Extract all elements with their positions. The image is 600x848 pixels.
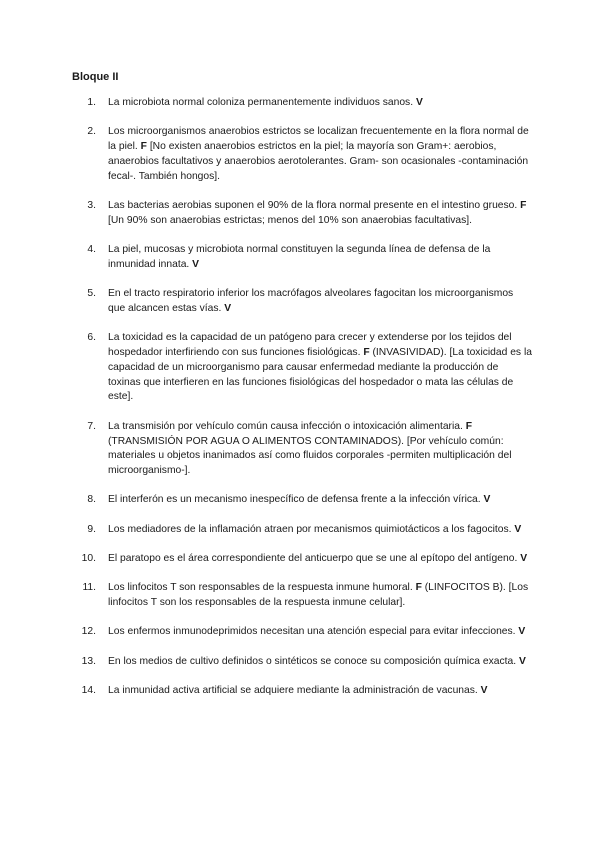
question-number: 5. bbox=[87, 288, 96, 300]
answer-mark: V bbox=[480, 685, 488, 697]
answer-note: [No existen anaerobios estrictos en la piel; la mayoría son Gram+: aerobios, anaerobios facultativos y anaerobios aerotolerantes. Gram- son ocasionales -contaminación fecal-. También hongos]. bbox=[108, 141, 529, 182]
question-body bbox=[108, 655, 532, 670]
question-text: Los enfermos inmunodeprimidos necesitan una atención especial para evitar infecciones. bbox=[108, 626, 516, 638]
question-text: La toxicidad es la capacidad de un patógeno para crecer y extenderse por los tejidos del hospedador interfiriendo con sus funciones fisiológicas. bbox=[108, 332, 512, 359]
section-heading: Bloque II bbox=[72, 71, 119, 83]
answer-mark: V bbox=[518, 655, 526, 667]
question-item bbox=[72, 655, 532, 670]
question-body bbox=[108, 493, 532, 508]
question-item bbox=[72, 552, 532, 567]
question-number: 1. bbox=[87, 97, 96, 108]
question-number: 14. bbox=[81, 685, 96, 697]
question-item bbox=[72, 493, 532, 508]
question-body bbox=[108, 199, 532, 229]
answer-mark: V bbox=[518, 626, 526, 638]
question-number: 9. bbox=[87, 523, 96, 535]
question-number: 2. bbox=[87, 126, 96, 138]
answer-mark: F bbox=[520, 199, 527, 211]
question-body bbox=[108, 523, 532, 538]
answer-note: (TRANSMISIÓN POR AGUA O ALIMENTOS CONTAMINADOS). [Por vehículo común: materiales u objetos inanimados así como fluidos corporales -permiten multiplicación del microorganismo-]. bbox=[108, 435, 512, 477]
question-text: El interferón es un mecanismo inespecífico de defensa frente a la infección vírica. bbox=[108, 494, 481, 506]
question-body bbox=[108, 625, 532, 640]
question-text: Las bacterias aerobias suponen el 90% de la flora normal presente en el intestino grueso. bbox=[108, 199, 518, 211]
answer-note: (LINFOCITOS B). [Los linfocitos T son los responsables de la respuesta inmune celular]. bbox=[108, 582, 529, 609]
answer-mark: V bbox=[224, 302, 232, 314]
answer-mark: F bbox=[140, 141, 147, 153]
answer-note: [Un 90% son anaerobias estrictas; menos del 10% son anaerobias facultativas]. bbox=[108, 214, 473, 226]
question-body bbox=[108, 684, 532, 699]
answer-mark: F bbox=[415, 582, 422, 594]
question-text: La inmunidad activa artificial se adquiere mediante la administración de vacunas. bbox=[108, 685, 478, 697]
question-body bbox=[108, 420, 532, 479]
question-body bbox=[108, 96, 532, 111]
question-body bbox=[108, 125, 532, 184]
answer-note: (INVASIVIDAD). [La toxicidad es la capacidad de un microorganismo para causar enfermedad mediante la producción de toxinas que interfieren en las funciones fisiológicas del hospedador o mata las células de este]. bbox=[108, 347, 532, 403]
question-item bbox=[72, 125, 532, 184]
answer-mark: V bbox=[514, 523, 522, 535]
question-number: 10. bbox=[81, 553, 96, 565]
question-number: 8. bbox=[87, 494, 96, 506]
question-body bbox=[108, 243, 532, 273]
question-item bbox=[72, 625, 532, 640]
question-item bbox=[72, 523, 532, 538]
question-text: En los medios de cultivo definidos o sintéticos se conoce su composición química exacta. bbox=[108, 655, 517, 667]
question-item bbox=[72, 581, 532, 611]
question-item bbox=[72, 199, 532, 229]
answer-mark: V bbox=[415, 97, 423, 108]
question-item bbox=[72, 287, 532, 317]
question-body bbox=[108, 331, 532, 405]
question-number: 3. bbox=[87, 199, 96, 211]
question-text: El paratopo es el área correspondiente del anticuerpo que se une al epítopo del antígeno. bbox=[108, 553, 518, 565]
question-list bbox=[72, 96, 532, 713]
question-text: La microbiota normal coloniza permanentemente individuos sanos. bbox=[108, 97, 414, 108]
question-text: Los linfocitos T son responsables de la respuesta inmune humoral. bbox=[108, 582, 413, 594]
question-text: La transmisión por vehículo común causa infección o intoxicación alimentaria. bbox=[108, 420, 463, 432]
question-number: 11. bbox=[82, 582, 96, 594]
question-text: En el tracto respiratorio inferior los macrófagos alveolares fagocitan los microorganismos que alcancen estas vías. bbox=[108, 288, 514, 314]
answer-mark: V bbox=[483, 494, 491, 506]
question-number: 7. bbox=[87, 420, 96, 432]
question-text: Los microorganismos anaerobios estrictos se localizan frecuentemente en la flora normal de la piel. bbox=[108, 126, 529, 153]
question-item bbox=[72, 684, 532, 699]
answer-mark: F bbox=[465, 420, 473, 432]
answer-mark: V bbox=[520, 553, 528, 565]
question-item bbox=[72, 331, 532, 405]
question-body bbox=[108, 287, 532, 317]
answer-mark: V bbox=[192, 258, 200, 270]
question-body bbox=[108, 581, 532, 611]
question-number: 6. bbox=[87, 332, 96, 344]
answer-mark: F bbox=[363, 347, 370, 359]
question-text: La piel, mucosas y microbiota normal constituyen la segunda línea de defensa de la inmunidad innata. bbox=[108, 244, 491, 270]
question-text: Los mediadores de la inflamación atraen por mecanismos quimiotácticos a los fagocitos. bbox=[108, 523, 512, 535]
question-number: 13. bbox=[81, 655, 96, 667]
question-body bbox=[108, 552, 532, 567]
question-item bbox=[72, 420, 532, 479]
question-item bbox=[72, 243, 532, 273]
question-number: 12. bbox=[81, 626, 96, 638]
question-item bbox=[72, 96, 532, 111]
question-number: 4. bbox=[87, 244, 96, 256]
